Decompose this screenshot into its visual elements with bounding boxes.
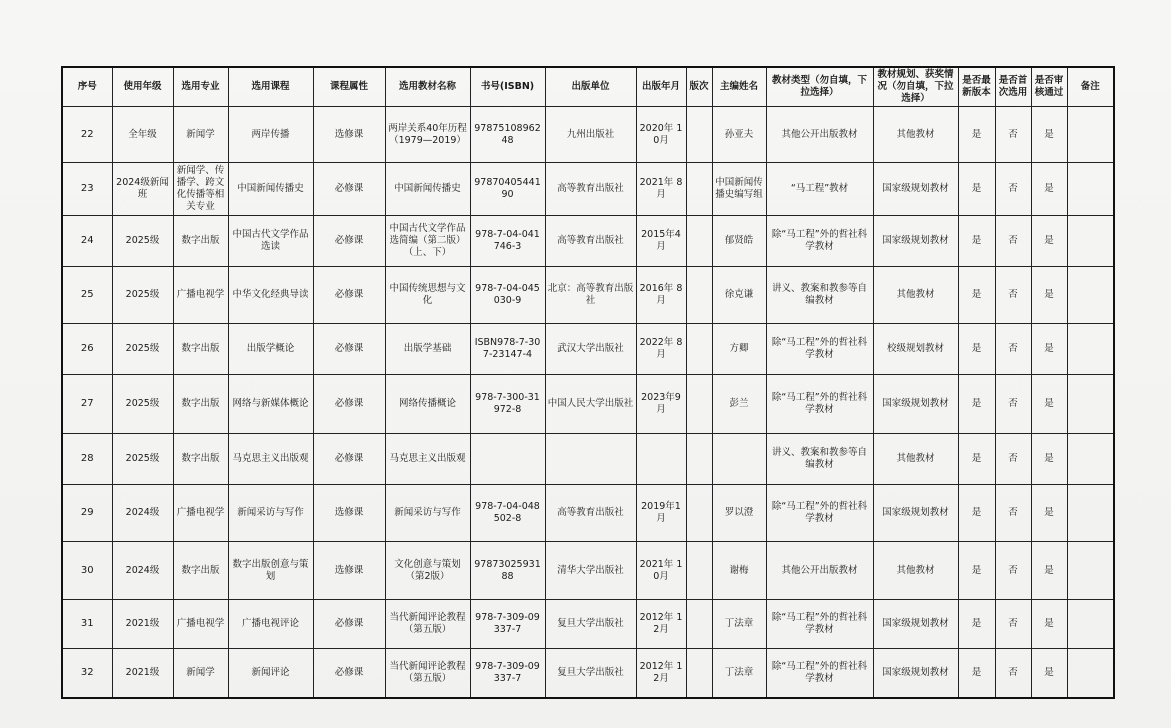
cell-publish-date: 2021年 10月: [636, 542, 686, 600]
cell-course-attribute: 必修课: [313, 267, 385, 324]
cell-is-latest: 是: [958, 485, 995, 542]
cell-chief-editor: 丁法章: [712, 600, 766, 649]
cell-is-first-use: 否: [995, 434, 1031, 485]
cell-course: 新闻采访与写作: [228, 485, 313, 542]
cell-is-first-use: 否: [995, 649, 1031, 698]
cell-edition: [686, 216, 712, 267]
cell-plan-award: 国家级规划教材: [873, 649, 958, 698]
cell-publish-date: 2019年1月: [636, 485, 686, 542]
cell-isbn: ISBN978-7-307-23147-4: [470, 324, 545, 375]
cell-is-latest: 是: [958, 267, 995, 324]
cell-chief-editor: [712, 434, 766, 485]
cell-major: 广播电视学: [173, 267, 228, 324]
cell-remarks: [1067, 434, 1114, 485]
cell-remarks: [1067, 267, 1114, 324]
cell-remarks: [1067, 649, 1114, 698]
cell-publisher: 九州出版社: [545, 107, 636, 163]
cell-edition: [686, 163, 712, 216]
cell-chief-editor: 徐克谦: [712, 267, 766, 324]
header-publisher: 出版单位: [545, 67, 636, 107]
cell-textbook-type: 讲义、教案和教参等自编教材: [766, 267, 873, 324]
cell-edition: [686, 375, 712, 434]
cell-major: 新闻学: [173, 107, 228, 163]
cell-publish-date: [636, 434, 686, 485]
cell-isbn: 9787510896248: [470, 107, 545, 163]
cell-chief-editor: 丁法章: [712, 649, 766, 698]
cell-course: 两岸传播: [228, 107, 313, 163]
cell-chief-editor: 孙亚夫: [712, 107, 766, 163]
cell-serial-number: 31: [62, 600, 112, 649]
table-row: [62, 267, 1114, 324]
cell-textbook-type: 除“马工程”外的哲社科学教材: [766, 600, 873, 649]
cell-serial-number: 25: [62, 267, 112, 324]
cell-is-first-use: 否: [995, 375, 1031, 434]
cell-remarks: [1067, 324, 1114, 375]
cell-isbn: 9787302593188: [470, 542, 545, 600]
cell-is-latest: 是: [958, 107, 995, 163]
cell-publisher: 高等教育出版社: [545, 163, 636, 216]
cell-isbn: 9787040544190: [470, 163, 545, 216]
header-major: 选用专业: [173, 67, 228, 107]
cell-plan-award: 其他教材: [873, 267, 958, 324]
table-row: [62, 163, 1114, 216]
cell-is-latest: 是: [958, 600, 995, 649]
cell-grade: 2025级: [112, 324, 173, 375]
textbook-selection-table: [61, 66, 1115, 699]
cell-serial-number: 26: [62, 324, 112, 375]
cell-edition: [686, 542, 712, 600]
cell-serial-number: 30: [62, 542, 112, 600]
cell-publisher: 高等教育出版社: [545, 216, 636, 267]
cell-publisher: [545, 434, 636, 485]
cell-is-approved: 是: [1031, 542, 1067, 600]
cell-course: 出版学概论: [228, 324, 313, 375]
cell-major: 数字出版: [173, 324, 228, 375]
cell-textbook-type: 除“马工程”外的哲社科学教材: [766, 649, 873, 698]
cell-remarks: [1067, 107, 1114, 163]
cell-plan-award: 国家级规划教材: [873, 600, 958, 649]
cell-major: 新闻学: [173, 649, 228, 698]
header-is-latest: 是否最新版本: [958, 67, 995, 107]
cell-major: 广播电视学: [173, 485, 228, 542]
cell-textbook-name: 新闻采访与写作: [385, 485, 470, 542]
cell-isbn: 978-7-04-041746-3: [470, 216, 545, 267]
cell-course-attribute: 必修课: [313, 434, 385, 485]
cell-is-latest: 是: [958, 375, 995, 434]
cell-edition: [686, 485, 712, 542]
cell-is-first-use: 否: [995, 107, 1031, 163]
cell-course-attribute: 必修课: [313, 600, 385, 649]
cell-major: 广播电视学: [173, 600, 228, 649]
cell-is-first-use: 否: [995, 324, 1031, 375]
header-serial-number: 序号: [62, 67, 112, 107]
cell-course-attribute: 选修课: [313, 107, 385, 163]
cell-plan-award: 其他教材: [873, 542, 958, 600]
cell-course-attribute: 选修课: [313, 542, 385, 600]
cell-plan-award: 国家级规划教材: [873, 163, 958, 216]
cell-chief-editor: 罗以澄: [712, 485, 766, 542]
header-textbook-type: 教材类型（勿自填，下拉选择）: [766, 67, 873, 107]
cell-remarks: [1067, 216, 1114, 267]
cell-grade: 2025级: [112, 216, 173, 267]
cell-chief-editor: 中国新闻传播史编写组: [712, 163, 766, 216]
header-is-first-use: 是否首次选用: [995, 67, 1031, 107]
cell-remarks: [1067, 375, 1114, 434]
cell-major: 数字出版: [173, 542, 228, 600]
cell-textbook-type: 除“马工程”外的哲社科学教材: [766, 216, 873, 267]
cell-is-first-use: 否: [995, 267, 1031, 324]
table-row: [62, 324, 1114, 375]
cell-is-approved: 是: [1031, 434, 1067, 485]
cell-is-approved: 是: [1031, 375, 1067, 434]
cell-is-approved: 是: [1031, 600, 1067, 649]
cell-course-attribute: 必修课: [313, 649, 385, 698]
cell-grade: 2024级新闻班: [112, 163, 173, 216]
cell-course-attribute: 必修课: [313, 324, 385, 375]
cell-chief-editor: 彭兰: [712, 375, 766, 434]
cell-is-approved: 是: [1031, 649, 1067, 698]
cell-is-latest: 是: [958, 163, 995, 216]
header-is-approved: 是否审核通过: [1031, 67, 1067, 107]
header-plan-award: 教材规划、获奖情况（勿自填，下拉选择）: [873, 67, 958, 107]
cell-major: 数字出版: [173, 216, 228, 267]
cell-grade: 2024级: [112, 542, 173, 600]
header-publish-date: 出版年月: [636, 67, 686, 107]
cell-serial-number: 23: [62, 163, 112, 216]
table-row: [62, 485, 1114, 542]
cell-remarks: [1067, 163, 1114, 216]
cell-textbook-name: 中国新闻传播史: [385, 163, 470, 216]
cell-grade: 2025级: [112, 375, 173, 434]
cell-publisher: 清华大学出版社: [545, 542, 636, 600]
cell-textbook-name: 中国古代文学作品选简编（第二版）（上、下）: [385, 216, 470, 267]
cell-textbook-type: 除“马工程”外的哲社科学教材: [766, 375, 873, 434]
cell-textbook-type: 讲义、教案和教参等自编教材: [766, 434, 873, 485]
cell-is-first-use: 否: [995, 485, 1031, 542]
header-chief-editor: 主编姓名: [712, 67, 766, 107]
cell-publish-date: 2012年 12月: [636, 649, 686, 698]
cell-publisher: 北京：高等教育出版社: [545, 267, 636, 324]
cell-is-latest: 是: [958, 649, 995, 698]
cell-textbook-name: 出版学基础: [385, 324, 470, 375]
cell-textbook-name: 文化创意与策划（第2版）: [385, 542, 470, 600]
cell-serial-number: 24: [62, 216, 112, 267]
header-isbn: 书号(ISBN): [470, 67, 545, 107]
cell-textbook-name: 两岸关系40年历程（1979—2019）: [385, 107, 470, 163]
cell-plan-award: 国家级规划教材: [873, 216, 958, 267]
table-row: [62, 216, 1114, 267]
cell-remarks: [1067, 600, 1114, 649]
cell-course-attribute: 必修课: [313, 375, 385, 434]
cell-textbook-type: 其他公开出版教材: [766, 107, 873, 163]
cell-textbook-name: 网络传播概论: [385, 375, 470, 434]
cell-course-attribute: 选修课: [313, 485, 385, 542]
table-row: [62, 375, 1114, 434]
table-row: [62, 600, 1114, 649]
cell-serial-number: 28: [62, 434, 112, 485]
header-course: 选用课程: [228, 67, 313, 107]
cell-textbook-type: “马工程”教材: [766, 163, 873, 216]
cell-course: 马克思主义出版观: [228, 434, 313, 485]
cell-is-approved: 是: [1031, 267, 1067, 324]
cell-isbn: [470, 434, 545, 485]
cell-textbook-type: 除“马工程”外的哲社科学教材: [766, 485, 873, 542]
cell-remarks: [1067, 485, 1114, 542]
cell-course-attribute: 必修课: [313, 216, 385, 267]
cell-publish-date: 2015年4月: [636, 216, 686, 267]
cell-is-latest: 是: [958, 542, 995, 600]
cell-publisher: 高等教育出版社: [545, 485, 636, 542]
cell-is-first-use: 否: [995, 163, 1031, 216]
cell-textbook-name: 中国传统思想与文化: [385, 267, 470, 324]
cell-publish-date: 2022年 8 月: [636, 324, 686, 375]
header-remarks: 备注: [1067, 67, 1114, 107]
cell-publish-date: 2016年 8月: [636, 267, 686, 324]
cell-course: 广播电视评论: [228, 600, 313, 649]
cell-is-latest: 是: [958, 216, 995, 267]
cell-plan-award: 国家级规划教材: [873, 485, 958, 542]
cell-course: 中国古代文学作品选读: [228, 216, 313, 267]
cell-publish-date: 2020年 10月: [636, 107, 686, 163]
cell-edition: [686, 107, 712, 163]
cell-publisher: 武汉大学出版社: [545, 324, 636, 375]
cell-isbn: 978-7-04-048502-8: [470, 485, 545, 542]
table-row: [62, 434, 1114, 485]
cell-publisher: 中国人民大学出版社: [545, 375, 636, 434]
header-textbook-name: 选用教材名称: [385, 67, 470, 107]
cell-serial-number: 22: [62, 107, 112, 163]
cell-edition: [686, 434, 712, 485]
cell-textbook-name: 当代新闻评论教程（第五版）: [385, 600, 470, 649]
cell-remarks: [1067, 542, 1114, 600]
header-grade: 使用年级: [112, 67, 173, 107]
cell-publisher: 复旦大学出版社: [545, 600, 636, 649]
cell-is-approved: 是: [1031, 485, 1067, 542]
cell-textbook-type: 其他公开出版教材: [766, 542, 873, 600]
cell-is-first-use: 否: [995, 216, 1031, 267]
cell-grade: 2024级: [112, 485, 173, 542]
cell-grade: 2021级: [112, 649, 173, 698]
cell-course: 中华文化经典导读: [228, 267, 313, 324]
cell-is-approved: 是: [1031, 324, 1067, 375]
table-row: [62, 107, 1114, 163]
cell-major: 新闻学、传播学、跨文化传播等相关专业: [173, 163, 228, 216]
cell-serial-number: 32: [62, 649, 112, 698]
cell-edition: [686, 600, 712, 649]
cell-isbn: 978-7-04-045030-9: [470, 267, 545, 324]
cell-publisher: 复旦大学出版社: [545, 649, 636, 698]
cell-chief-editor: 谢梅: [712, 542, 766, 600]
cell-chief-editor: 方卿: [712, 324, 766, 375]
cell-course-attribute: 必修课: [313, 163, 385, 216]
cell-course: 网络与新媒体概论: [228, 375, 313, 434]
cell-serial-number: 27: [62, 375, 112, 434]
cell-plan-award: 校级规划教材: [873, 324, 958, 375]
cell-edition: [686, 324, 712, 375]
cell-publish-date: 2021年 8月: [636, 163, 686, 216]
cell-major: 数字出版: [173, 375, 228, 434]
cell-textbook-name: 马克思主义出版观: [385, 434, 470, 485]
cell-major: 数字出版: [173, 434, 228, 485]
cell-publish-date: 2012年 12月: [636, 600, 686, 649]
header-edition: 版次: [686, 67, 712, 107]
cell-course: 新闻评论: [228, 649, 313, 698]
cell-is-approved: 是: [1031, 216, 1067, 267]
cell-is-first-use: 否: [995, 600, 1031, 649]
cell-textbook-name: 当代新闻评论教程（第五版）: [385, 649, 470, 698]
cell-is-latest: 是: [958, 434, 995, 485]
cell-course: 数字出版创意与策划: [228, 542, 313, 600]
cell-grade: 2021级: [112, 600, 173, 649]
table-row: [62, 542, 1114, 600]
cell-isbn: 978-7-309-09337-7: [470, 600, 545, 649]
cell-serial-number: 29: [62, 485, 112, 542]
cell-isbn: 978-7-309-09337-7: [470, 649, 545, 698]
header-row: [62, 67, 1114, 107]
cell-textbook-type: 除“马工程”外的哲社科学教材: [766, 324, 873, 375]
table-body: [62, 107, 1114, 698]
cell-grade: 2025级: [112, 267, 173, 324]
cell-course: 中国新闻传播史: [228, 163, 313, 216]
cell-publish-date: 2023年9月: [636, 375, 686, 434]
header-course-attribute: 课程属性: [313, 67, 385, 107]
cell-plan-award: 其他教材: [873, 107, 958, 163]
cell-grade: 全年级: [112, 107, 173, 163]
cell-is-first-use: 否: [995, 542, 1031, 600]
cell-edition: [686, 267, 712, 324]
cell-is-approved: 是: [1031, 163, 1067, 216]
cell-is-approved: 是: [1031, 107, 1067, 163]
cell-is-latest: 是: [958, 324, 995, 375]
table-row: [62, 649, 1114, 698]
cell-isbn: 978-7-300-31972-8: [470, 375, 545, 434]
cell-chief-editor: 郁贤皓: [712, 216, 766, 267]
cell-plan-award: 国家级规划教材: [873, 375, 958, 434]
cell-edition: [686, 649, 712, 698]
cell-plan-award: 其他教材: [873, 434, 958, 485]
cell-grade: 2025级: [112, 434, 173, 485]
